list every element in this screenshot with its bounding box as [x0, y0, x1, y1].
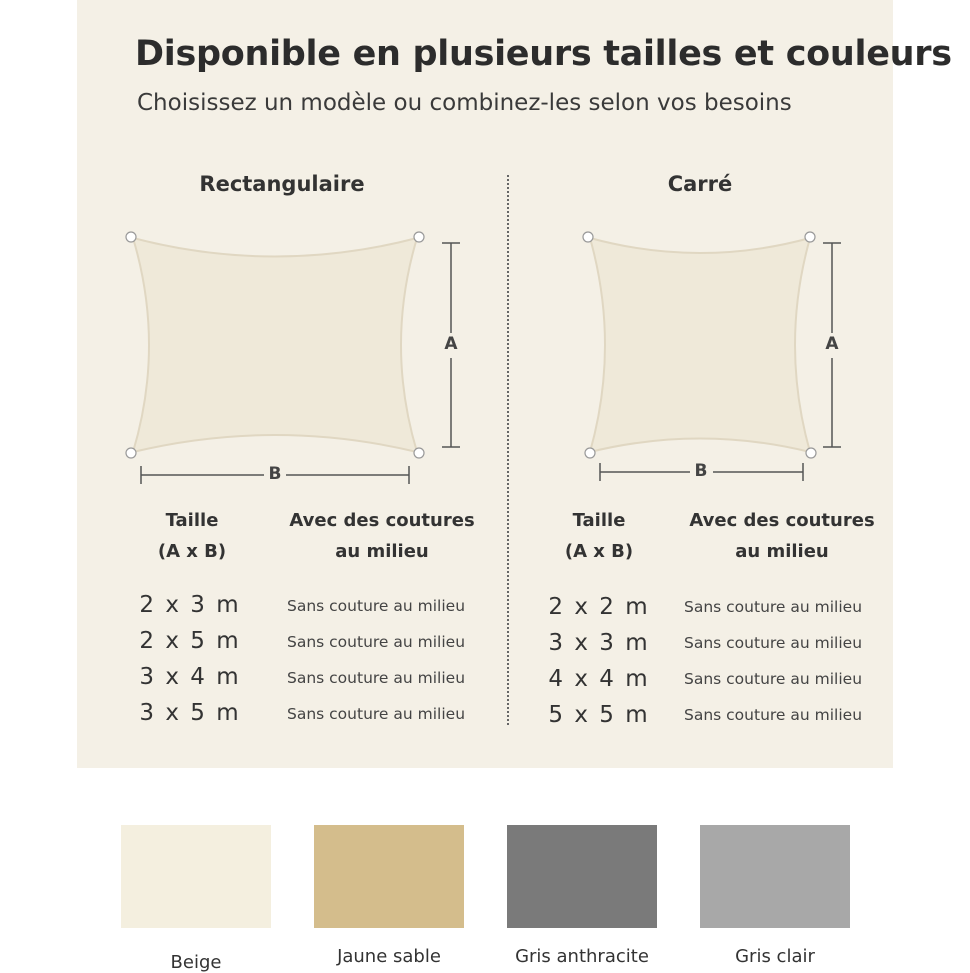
color-swatch-gris-anthracite[interactable]: [507, 825, 657, 928]
color-label: Jaune sable: [337, 946, 441, 967]
color-label: Beige: [170, 952, 222, 973]
square-size-value: 5 x 5 m: [548, 702, 650, 728]
rect-seam-value: Sans couture au milieu: [287, 597, 466, 615]
rect-dim-b-label: B: [268, 464, 282, 484]
square-size-value: 4 x 4 m: [548, 666, 650, 692]
rect-size-value: 3 x 4 m: [139, 664, 241, 690]
square-size-header: Taille (A x B): [564, 510, 634, 562]
square-seam-value: Sans couture au milieu: [684, 706, 863, 724]
rect-size-value: 2 x 3 m: [139, 592, 241, 618]
page-subtitle: Choisissez un modèle ou combinez-les selon vos besoins: [137, 90, 792, 116]
square-title: Carré: [667, 172, 733, 196]
color-swatch-gris-clair[interactable]: [700, 825, 850, 928]
rectangular-title: Rectangulaire: [199, 172, 365, 196]
rect-size-value: 3 x 5 m: [139, 700, 241, 726]
square-seam-value: Sans couture au milieu: [684, 634, 863, 652]
rect-seam-value: Sans couture au milieu: [287, 669, 466, 687]
color-label: Gris clair: [735, 946, 815, 967]
square-size-value: 2 x 2 m: [548, 594, 650, 620]
square-dim-b-label: B: [694, 461, 708, 481]
color-swatch-jaune-sable[interactable]: [314, 825, 464, 928]
rect-dim-a-label: A: [444, 334, 458, 354]
rect-seam-value: Sans couture au milieu: [287, 633, 466, 651]
square-seam-value: Sans couture au milieu: [684, 598, 863, 616]
square-seam-value: Sans couture au milieu: [684, 670, 863, 688]
square-seam-header: Avec des coutures au milieu: [689, 510, 875, 562]
square-dim-a-label: A: [825, 334, 839, 354]
color-label: Gris anthracite: [515, 946, 649, 967]
rect-seam-header: Avec des coutures au milieu: [289, 510, 475, 562]
rect-size-header: Taille (A x B): [157, 510, 227, 562]
page-title: Disponible en plusieurs tailles et couleurs: [135, 34, 952, 74]
square-size-value: 3 x 3 m: [548, 630, 650, 656]
rect-seam-value: Sans couture au milieu: [287, 705, 466, 723]
rect-size-value: 2 x 5 m: [139, 628, 241, 654]
color-swatch-beige[interactable]: [121, 825, 271, 928]
